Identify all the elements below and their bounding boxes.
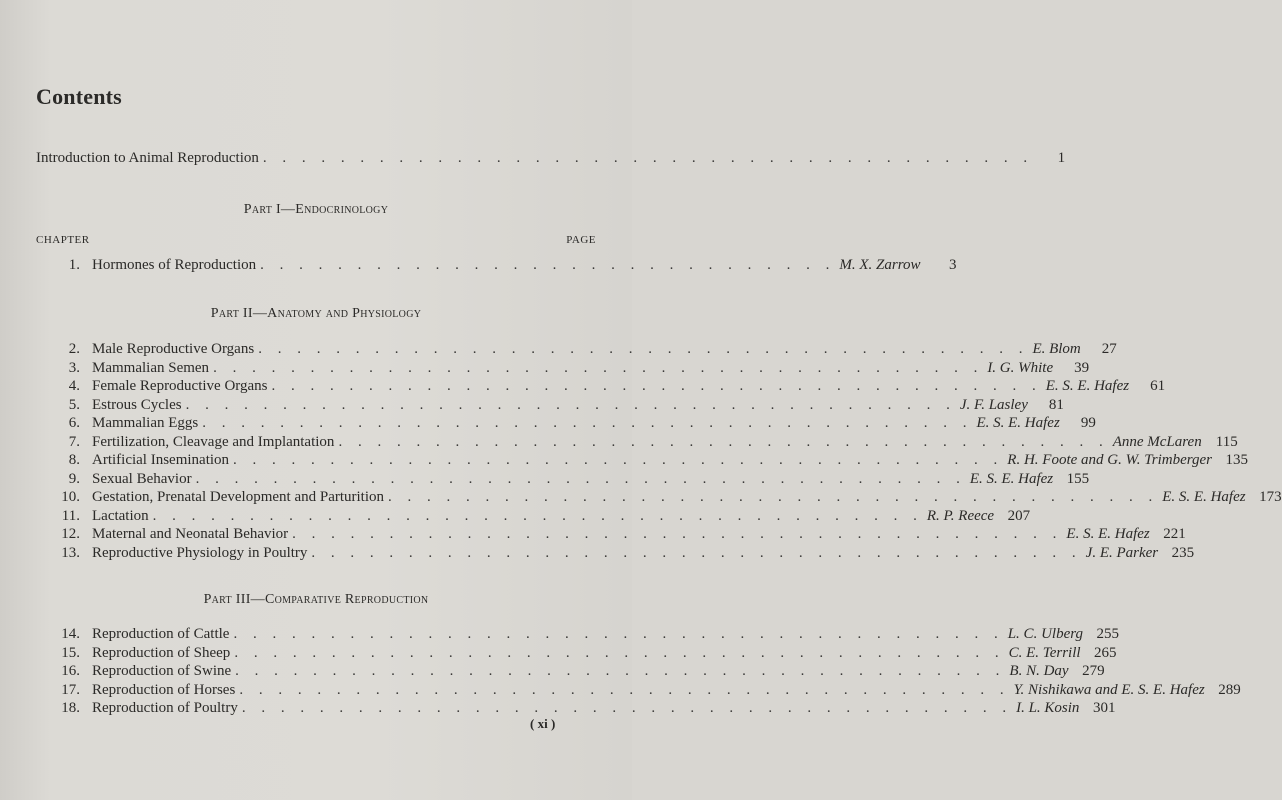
toc-entry <box>36 415 1096 435</box>
entry-title: Gestation, Prenatal Development and Parturition <box>92 489 385 505</box>
entry-page: 265 <box>1094 644 1117 661</box>
entry-author: E. S. E. Hafez <box>1066 526 1150 542</box>
toc-entry <box>36 544 1195 565</box>
toc-entry <box>36 433 1238 454</box>
entry-page: 301 <box>1092 700 1116 716</box>
entry-title: Mammalian Semen <box>92 359 210 376</box>
entry-page: 173 <box>1259 489 1282 505</box>
entry-number: 7. <box>68 433 80 450</box>
toc-entry <box>36 663 1105 683</box>
leader-dots: . . . . . . . . . . . . . . . . . . . . . . . . . . . . . . . . . . . . . . . . <box>311 544 1082 561</box>
leader-dots: . . . . . . . . . . . . . . . . . . . . . . . . . . . . . . . . . . . . . . . . <box>202 415 973 431</box>
entry-author: E. S. E. Hafez <box>1045 378 1130 394</box>
entry-title: Reproduction of Poultry <box>92 700 238 716</box>
entry-title: Artificial Insemination <box>92 452 230 468</box>
toc-entry <box>36 378 1166 398</box>
toc-entry <box>36 626 1120 646</box>
entry-title: Sexual Behavior <box>92 470 192 487</box>
toc-entry <box>36 257 957 277</box>
toc-entry <box>36 489 1282 509</box>
leader-dots: . . . . . . . . . . . . . . . . . . . . . . . . . . . . . . . . . . . . . . . . <box>235 663 1006 679</box>
entry-title: Maternal and Neonatal Behavior <box>92 526 289 542</box>
chapter-column-header: CHAPTER <box>36 234 90 246</box>
entry-author: E. Blom <box>1032 341 1081 357</box>
entry-title: Reproduction of Sheep <box>92 644 231 661</box>
entry-page: 279 <box>1082 663 1105 679</box>
entry-author: M. X. Zarrow <box>839 257 921 273</box>
entry-author: E. S. E. Hafez <box>1162 489 1246 505</box>
toc-entry <box>36 470 1090 491</box>
entry-page: 115 <box>1215 433 1238 450</box>
entry-number: 10. <box>61 489 80 505</box>
entry-author: E. S. E. Hafez <box>969 470 1054 487</box>
entry-title: Mammalian Eggs <box>92 415 199 431</box>
entry-number: 11. <box>61 507 80 524</box>
leader-dots: . . . . . . . . . . . . . . . . . . . . . . . . . . . . . . . . . . . . . . . . <box>241 700 1013 716</box>
leader-dots: . . . . . . . . . . . . . . . . . . . . . . . . . . . . . . . . . . . . . . . . <box>213 359 984 376</box>
entry-title: Male Reproductive Organs <box>92 341 255 357</box>
entry-author: C. E. Terrill <box>1008 644 1081 661</box>
leader-dots: . . . . . . . . . . . . . . . . . . . . . . . . . . . . . . . . . . . . . . . . <box>292 526 1063 542</box>
toc-entry <box>36 359 1090 380</box>
page-number-footer: ( xi ) <box>530 716 556 731</box>
page-column-header: PAGE <box>566 234 596 246</box>
entry-title: Reproductive Physiology in Poultry <box>92 544 308 561</box>
toc-entry <box>36 700 1116 720</box>
entry-author: Y. Nishikawa and E. S. E. Hafez <box>1013 681 1205 698</box>
entry-page: 3 <box>949 257 957 273</box>
entry-title: Reproduction of Horses <box>92 681 236 698</box>
entry-title: Reproduction of Swine <box>92 663 232 679</box>
toc-entry <box>36 526 1186 546</box>
part-3-heading <box>0 592 632 608</box>
entry-page: 1 <box>1057 150 1066 166</box>
entry-page: 221 <box>1163 526 1186 542</box>
entry-title: Female Reproductive Organs <box>92 378 268 394</box>
part-3-label: Part III—Comparative Reproduction <box>203 592 429 607</box>
entry-author: R. H. Foote and G. W. Trimberger <box>1007 452 1213 468</box>
entry-page: 81 <box>1048 396 1064 413</box>
leader-dots: . . . . . . . . . . . . . . . . . . . . . . . . . . . . . . . . . . . . . . . . <box>262 150 1034 166</box>
leader-dots: . . . . . . . . . . . . . . . . . . . . . . . . . . . . . . . . . . . . . . . . <box>388 489 1159 505</box>
toc-entry <box>36 681 1241 702</box>
entry-number: 17. <box>61 681 80 698</box>
entry-author: J. F. Lasley <box>959 396 1028 413</box>
entry-title: Introduction to Animal Reproduction <box>36 150 259 166</box>
leader-dots: . . . . . . . . . . . . . . . . . . . . . . . . . . . . . . . . . . . . . . . . <box>239 681 1010 698</box>
toc-entry <box>36 644 1117 665</box>
leader-dots: . . . . . . . . . . . . . . . . . . . . . . . . . . . . . . . . . . . . . . . . <box>234 644 1005 661</box>
entry-author: I. G. White <box>987 359 1054 376</box>
entry-number: 15. <box>61 644 80 661</box>
part-1-heading <box>0 202 632 218</box>
leader-dots: . . . . . . . . . . . . . . . . . . . . . . . . . . . . . . . . . . . . . . . . <box>152 507 923 524</box>
part-2-heading <box>0 306 632 322</box>
leader-dots: . . . . . . . . . . . . . . . . . . . . . . . . . . . . . . . . . . . . . . . . <box>233 626 1004 642</box>
intro-entry <box>36 150 1066 170</box>
entry-page: 289 <box>1218 681 1241 698</box>
entry-author: R. P. Reece <box>926 507 995 524</box>
entry-number: 3. <box>68 359 80 376</box>
entry-number: 5. <box>68 396 80 413</box>
entry-page: 255 <box>1096 626 1120 642</box>
leader-dots: . . . . . . . . . . . . . . . . . . . . . . . . . . . . . . . . . . . . . . . . <box>185 396 956 413</box>
entry-number: 6. <box>68 415 80 431</box>
entry-page: 135 <box>1225 452 1249 468</box>
entry-number: 8. <box>68 452 80 468</box>
entry-title: Lactation <box>92 507 149 524</box>
toc-entry <box>36 507 1031 528</box>
leader-dots: . . . . . . . . . . . . . . . . . . . . . . . . . . . . . . <box>260 257 836 273</box>
entry-page: 61 <box>1150 378 1166 394</box>
entry-page: 27 <box>1101 341 1117 357</box>
leader-dots: . . . . . . . . . . . . . . . . . . . . . . . . . . . . . . . . . . . . . . . . <box>338 433 1109 450</box>
entry-author: J. E. Parker <box>1085 544 1159 561</box>
entry-number: 14. <box>61 626 80 642</box>
entry-page: 39 <box>1074 359 1090 376</box>
toc-entry <box>36 396 1064 417</box>
entry-author: E. S. E. Hafez <box>976 415 1060 431</box>
entry-title: Fertilization, Cleavage and Implantation <box>92 433 335 450</box>
leader-dots: . . . . . . . . . . . . . . . . . . . . . . . . . . . . . . . . . . . . . . . . <box>271 378 1042 394</box>
entry-title: Reproduction of Cattle <box>92 626 230 642</box>
entry-page: 155 <box>1066 470 1090 487</box>
entry-author: I. L. Kosin <box>1016 700 1080 716</box>
toc-entry <box>36 341 1117 361</box>
entry-number: 1. <box>68 257 80 273</box>
entry-title: Hormones of Reproduction <box>92 257 257 273</box>
entry-author: B. N. Day <box>1009 663 1069 679</box>
entry-number: 16. <box>61 663 80 679</box>
entry-page: 207 <box>1007 507 1031 524</box>
toc-entry <box>36 452 1249 472</box>
leader-dots: . . . . . . . . . . . . . . . . . . . . . . . . . . . . . . . . . . . . . . . . <box>195 470 966 487</box>
part-2-label: Part II—Anatomy and Physiology <box>210 306 422 321</box>
leader-dots: . . . . . . . . . . . . . . . . . . . . . . . . . . . . . . . . . . . . . . . . <box>233 452 1004 468</box>
part-1-label: Part I—Endocrinology <box>243 202 389 217</box>
entry-number: 12. <box>61 526 80 542</box>
entry-author: Anne McLaren <box>1112 433 1202 450</box>
entry-page: 235 <box>1171 544 1195 561</box>
leader-dots: . . . . . . . . . . . . . . . . . . . . . . . . . . . . . . . . . . . . . . . . <box>258 341 1029 357</box>
entry-number: 4. <box>68 378 80 394</box>
entry-number: 13. <box>61 544 80 561</box>
entry-number: 18. <box>61 700 80 716</box>
entry-number: 9. <box>68 470 80 487</box>
entry-number: 2. <box>68 341 80 357</box>
page-title: Contents <box>36 84 122 109</box>
entry-title: Estrous Cycles <box>92 396 182 413</box>
entry-page: 99 <box>1080 415 1096 431</box>
entry-author: L. C. Ulberg <box>1007 626 1084 642</box>
